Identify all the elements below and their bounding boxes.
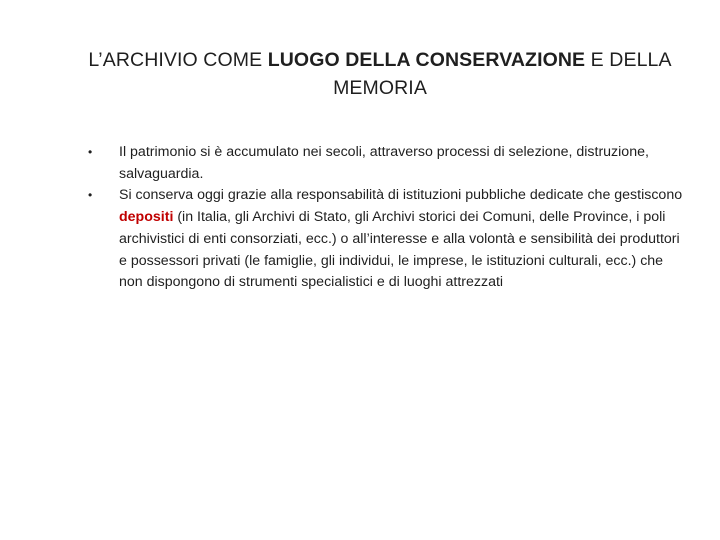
bullet-text-2-before: Si conserva oggi grazie alla responsabilità di istituzioni pubbliche dedicate che gestiscono [119, 187, 683, 204]
bullet-item-1 [88, 142, 688, 185]
bullet-item-2 [88, 185, 688, 294]
title-part-bold: LUOGO DELLA CONSERVAZIONE [267, 49, 586, 71]
bullet-list [88, 142, 688, 294]
bullet-marker: • [88, 145, 93, 159]
bullet-marker: • [88, 188, 93, 203]
title-part-1: L’ARCHIVIO COME [88, 49, 268, 71]
slide-title [60, 46, 700, 102]
highlight-depositi: depositi [119, 209, 174, 226]
title-part-3: E DELLA MEMORIA [333, 49, 672, 99]
bullet-text-1: Il patrimonio si è accumulato nei secoli, attraverso processi di selezione, distruzione, salvaguardia. [119, 144, 649, 182]
bullet-text-2-after: (in Italia, gli Archivi di Stato, gli Archivi storici dei Comuni, delle Province, i poli archivistici di enti consorziati, ecc.) o all’interesse e alla volontà e sensibilità dei produttori e possessori privati (le famiglie, gli individui, le imprese, le istituzioni culturali, ecc.) che non dispongono di strumenti specialistici e di luoghi attrezzati [119, 209, 680, 291]
